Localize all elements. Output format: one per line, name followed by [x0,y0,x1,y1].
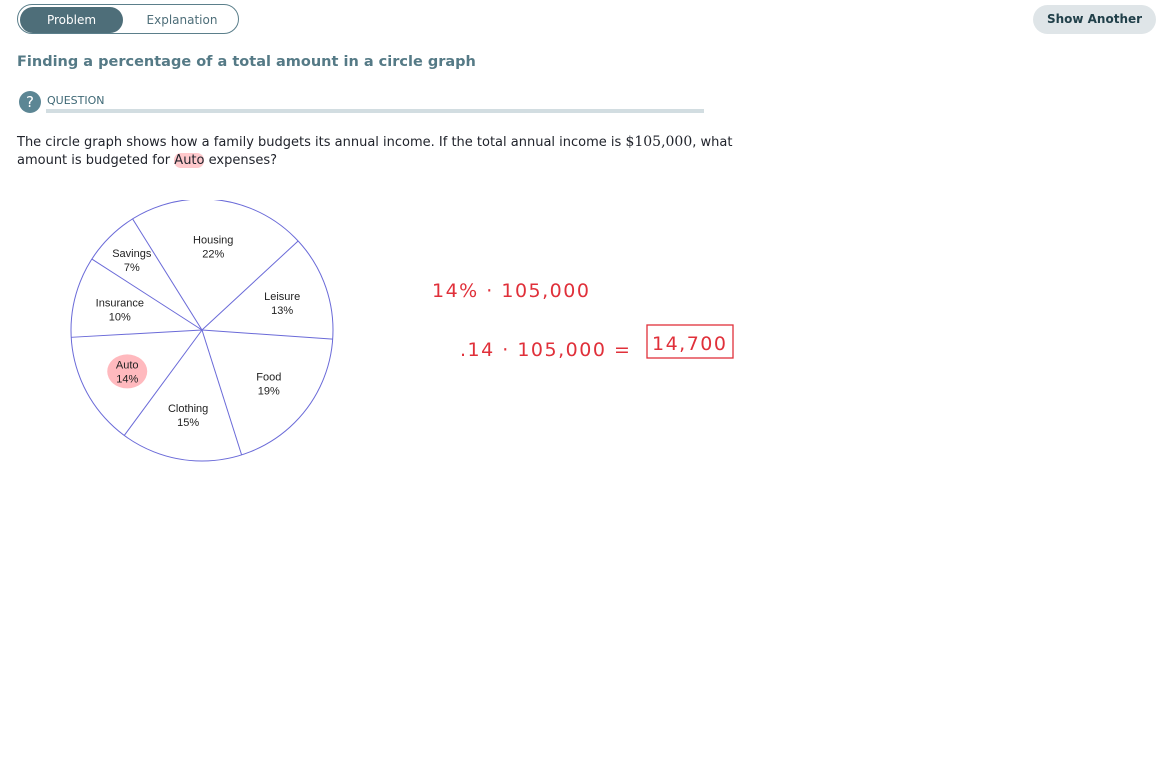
slice-label-auto: Auto [115,359,139,372]
slice-label-savings: Savings [112,247,152,260]
slice-label-housing: Housing [193,234,234,247]
slice-percent-clothing: 15% [177,416,200,429]
slice-percent-housing: 22% [202,248,225,261]
tab-explanation[interactable]: Explanation [146,13,218,27]
slice-percent-savings: 7% [123,261,140,274]
slice-label-insurance: Insurance [95,297,144,310]
question-text-part: The circle graph shows how a family budgets its annual income. If the total annual income is [17,135,626,150]
handwritten-line-1: 14% · 105,000 [432,280,591,302]
slice-percent-leisure: 13% [271,304,294,317]
question-mark-icon: ? [19,91,41,113]
handwritten-answer: 14,700 [652,333,728,355]
question-text-part: , what amount is budgeted for [17,135,733,168]
slice-percent-auto: 14% [116,373,139,386]
slice-label-clothing: Clothing [167,402,209,415]
slice-percent-food: 19% [257,385,280,398]
slice-label-food: Food [256,371,282,384]
handwritten-line-2: .14 · 105,000 = [460,339,632,361]
question-text-part: expenses? [204,153,278,168]
income-amount: $105,000 [625,134,693,150]
show-another-button[interactable]: Show Another [1033,5,1156,34]
page-title: Finding a percentage of a total amount in a circle graph [17,54,476,70]
highlighted-word: Auto [174,153,205,168]
slice-percent-insurance: 10% [108,311,131,324]
slice-label-leisure: Leisure [264,290,301,303]
question-label: QUESTION [47,94,105,107]
tab-problem[interactable]: Problem [20,7,123,33]
